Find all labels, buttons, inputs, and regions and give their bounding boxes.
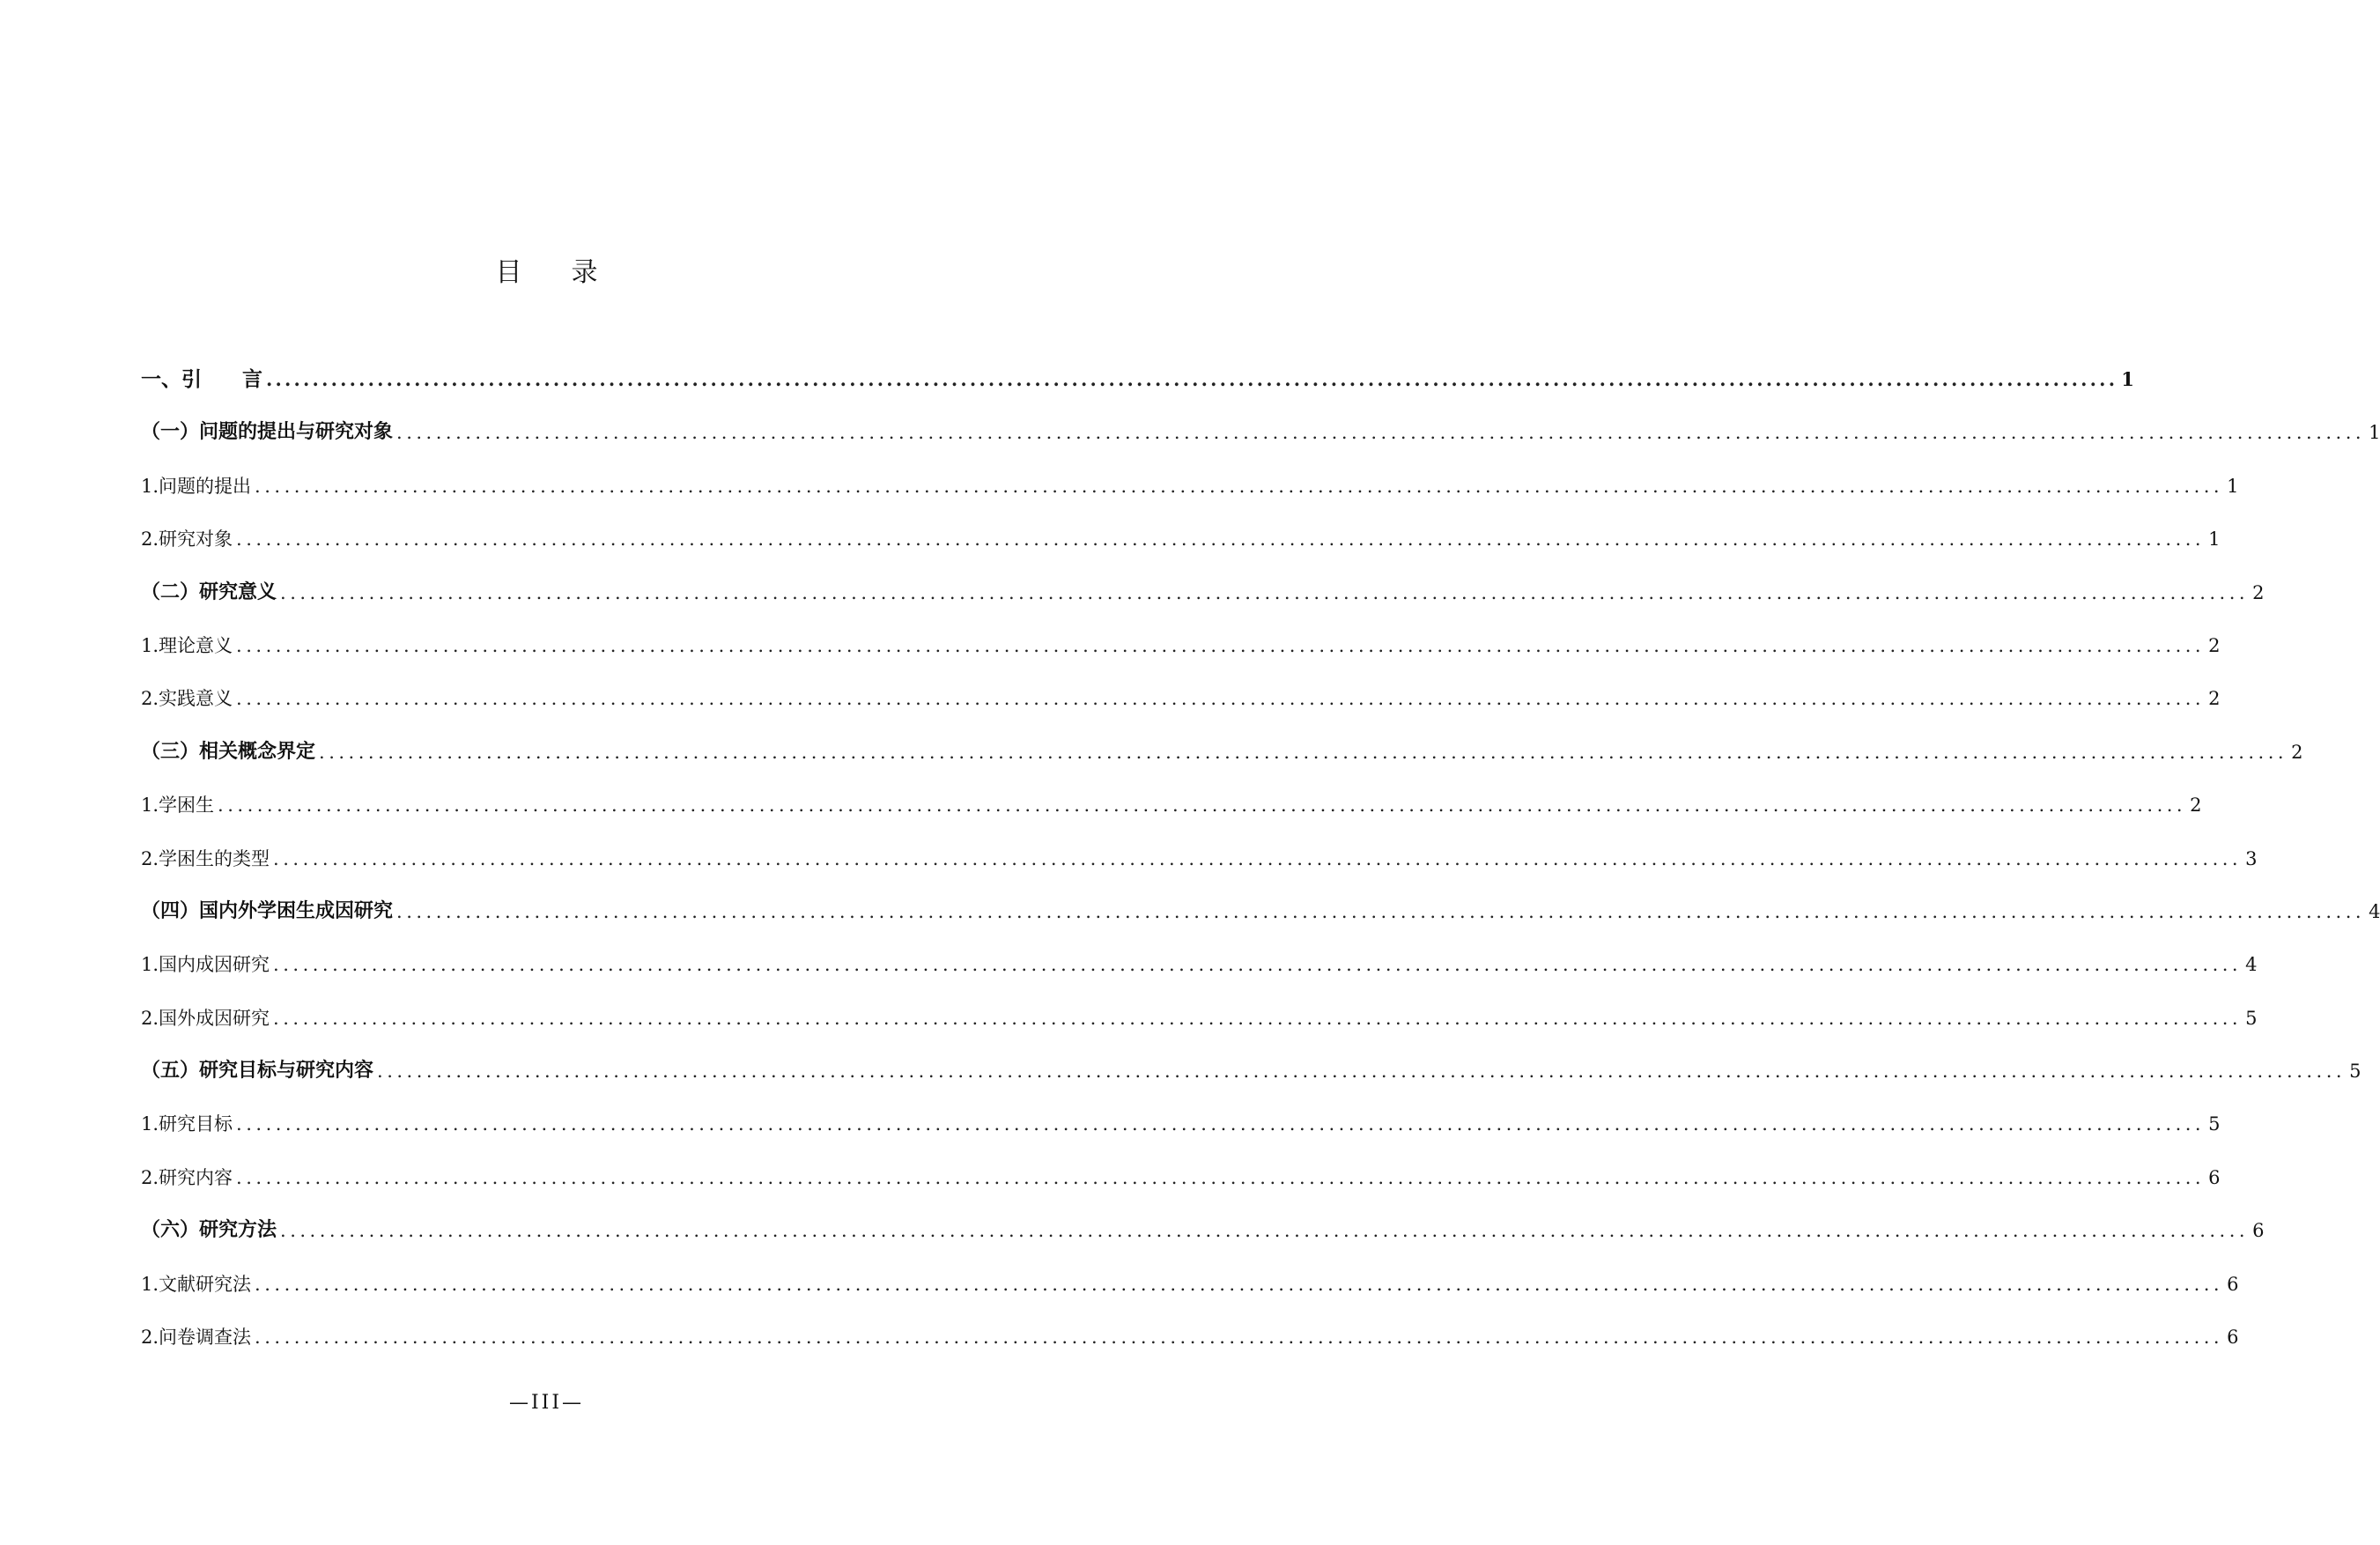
toc-entry-page-number: 4 (2245, 954, 2258, 976)
toc-dot-leader: ........................................................................................................................................................................................................ (236, 1113, 2206, 1135)
toc-entry-page-number: 6 (2227, 1327, 2239, 1349)
toc-entry-label: 1.研究目标 (141, 1113, 233, 1135)
toc-entry[interactable] (141, 1048, 2362, 1101)
page-number-footer: —III— (508, 1392, 585, 1414)
toc-entry-page-number: 6 (2252, 1220, 2265, 1242)
toc-entry-page-number: 2 (2208, 634, 2221, 656)
table-of-contents (141, 357, 2380, 1367)
toc-dot-leader: ........................................................................................................................................................................................................ (319, 741, 2288, 763)
toc-entry-label: 2.实践意义 (141, 688, 233, 710)
toc-entry-label: （五）研究目标与研究内容 (141, 1060, 374, 1083)
toc-entry-label: （三）相关概念界定 (141, 740, 316, 763)
toc-entry-page-number: 3 (2245, 847, 2258, 869)
toc-entry[interactable] (141, 516, 2221, 569)
toc-entry[interactable] (141, 942, 2258, 994)
toc-entry-label: 1.国内成因研究 (141, 954, 270, 976)
toc-entry-label: 2.研究对象 (141, 529, 233, 551)
toc-dot-leader: ........................................................................................................................................................................................................ (377, 1061, 2347, 1083)
toc-entry[interactable] (141, 623, 2221, 676)
toc-entry[interactable] (141, 570, 2265, 623)
toc-entry-label: 1.理论意义 (141, 634, 233, 656)
toc-entry-page-number: 2 (2291, 741, 2303, 763)
toc-entry-page-number: 5 (2349, 1061, 2362, 1083)
toc-entry[interactable] (141, 1314, 2239, 1367)
toc-dot-leader: ........................................................................................................................................................................................................ (218, 795, 2187, 817)
title-char-1: 目 (495, 257, 522, 288)
title-char-2: 录 (571, 257, 598, 288)
toc-entry-page-number: 6 (2208, 1166, 2221, 1188)
toc-dot-leader: ........................................................................................................................................................................................................ (273, 954, 2243, 976)
toc-entry[interactable] (141, 1155, 2221, 1208)
toc-dot-leader: ........................................................................................................................................................................................................ (273, 847, 2243, 869)
toc-entry-label: （六）研究方法 (141, 1219, 277, 1242)
toc-entry-page-number: 2 (2252, 581, 2265, 603)
toc-dot-leader: ........................................................................................................................................................................................................ (266, 368, 2118, 390)
toc-entry-label: （二）研究意义 (141, 580, 277, 603)
toc-entry[interactable] (141, 782, 2202, 835)
toc-entry-label: 1.问题的提出 (141, 475, 252, 497)
toc-entry-label: 2.学困生的类型 (141, 847, 270, 869)
toc-entry-page-number: 2 (2190, 795, 2202, 817)
toc-entry[interactable] (141, 463, 2239, 516)
toc-dot-leader: ........................................................................................................................................................................................................ (255, 1327, 2224, 1349)
toc-dot-leader: ........................................................................................................................................................................................................ (236, 529, 2206, 551)
toc-entry[interactable] (141, 676, 2221, 728)
toc-entry-label: （四）国内外学困生成因研究 (141, 899, 394, 922)
toc-entry-label: 2.研究内容 (141, 1166, 233, 1188)
toc-entry-label: 一、引 言 (141, 367, 262, 391)
toc-dot-leader: ........................................................................................................................................................................................................ (255, 1273, 2224, 1295)
toc-entry-page-number: 5 (2208, 1113, 2221, 1135)
toc-entry-page-number: 1 (2227, 475, 2239, 497)
toc-dot-leader: ........................................................................................................................................................................................................ (396, 900, 2366, 922)
toc-entry[interactable] (141, 1208, 2265, 1260)
toc-entry[interactable] (141, 995, 2258, 1048)
toc-entry-page-number: 5 (2245, 1007, 2258, 1029)
toc-entry-page-number: 2 (2208, 688, 2221, 710)
toc-entry[interactable] (141, 729, 2303, 782)
toc-entry-label: 1.学困生 (141, 795, 215, 817)
toc-entry-label: （一）问题的提出与研究对象 (141, 421, 394, 444)
toc-entry[interactable] (141, 889, 2380, 942)
toc-entry-page-number: 4 (2369, 900, 2380, 922)
toc-dot-leader: ........................................................................................................................................................................................................ (280, 1220, 2250, 1242)
toc-entry[interactable] (141, 357, 2134, 410)
toc-entry-label: 2.问卷调查法 (141, 1327, 252, 1349)
toc-entry-label: 2.国外成因研究 (141, 1007, 270, 1029)
toc-entry[interactable] (141, 836, 2258, 889)
toc-entry-page-number: 6 (2227, 1273, 2239, 1295)
toc-entry-label: 1.文献研究法 (141, 1273, 252, 1295)
toc-entry[interactable] (141, 1101, 2221, 1154)
toc-entry-page-number: 1 (2369, 422, 2380, 444)
toc-dot-leader: ........................................................................................................................................................................................................ (280, 581, 2250, 603)
toc-dot-leader: ........................................................................................................................................................................................................ (236, 634, 2206, 656)
toc-dot-leader: ........................................................................................................................................................................................................ (236, 688, 2206, 710)
toc-entry[interactable] (141, 1261, 2239, 1314)
toc-dot-leader: ........................................................................................................................................................................................................ (273, 1007, 2243, 1029)
toc-entry-page-number: 1 (2208, 529, 2221, 551)
toc-dot-leader: ........................................................................................................................................................................................................ (255, 475, 2224, 497)
toc-dot-leader: ........................................................................................................................................................................................................ (396, 422, 2366, 444)
toc-entry-page-number: 1 (2121, 368, 2134, 390)
toc-entry[interactable] (141, 410, 2380, 462)
toc-dot-leader: ........................................................................................................................................................................................................ (236, 1166, 2206, 1188)
page-title (0, 252, 1093, 294)
